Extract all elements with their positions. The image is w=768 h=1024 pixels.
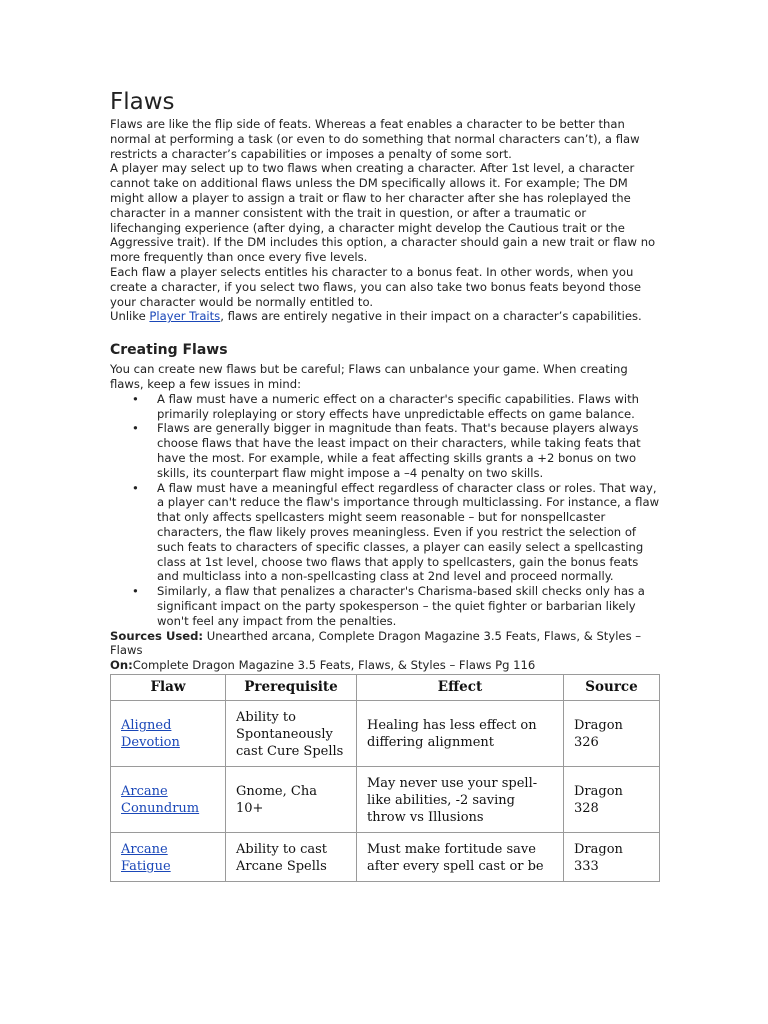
list-item-text: Similarly, a flaw that penalizes a character's Charisma-based skill checks only has a significant impact on the party spokesperson – the quiet fighter or barbarian likely won't feel any impact from the penalties. [157, 584, 645, 628]
list-item-text: A flaw must have a numeric effect on a character's specific capabilities. Flaws with primarily roleplaying or story effects have unpredictable effects on game balance. [157, 391, 639, 421]
list-item [132, 391, 660, 422]
table-row [111, 700, 660, 766]
flaw-link[interactable]: Arcane Fatigue [121, 841, 171, 874]
intro-paragraph-3: Each flaw a player selects entitles his character to a bonus feat. In other words, when you create a character, if you select two flaws, you can also take two bonus feats beyond those your character would be normally entitled to. [110, 264, 642, 309]
column-header-effect: Effect [357, 674, 564, 700]
list-item-text: Flaws are generally bigger in magnitude than feats. That's because players always choose flaws that have the least impact on their characters, while taking feats that have the most. For example, while a feat affecting skills grants a +2 bonus on two skills, its counterpart flaw might impose a –4 penalty on two skills. [157, 421, 641, 480]
intro-section [110, 117, 660, 324]
flaw-cell [111, 700, 226, 766]
flaw-link[interactable]: Arcane Conundrum [121, 784, 200, 817]
prerequisite-cell: Ability to Spontaneously cast Cure Spells [226, 700, 357, 766]
intro-p4-before: Unlike [110, 309, 150, 324]
on-label: On: [110, 658, 133, 673]
player-traits-link[interactable]: Player Traits [149, 309, 221, 324]
bullet-icon: • [132, 480, 139, 495]
flaw-cell [111, 766, 226, 832]
list-item [132, 421, 660, 480]
on-text: Complete Dragon Magazine 3.5 Feats, Flaws, & Styles – Flaws Pg 116 [132, 658, 536, 673]
source-cell: Dragon 326 [564, 700, 660, 766]
bullet-icon: • [132, 391, 139, 406]
document-page [110, 88, 660, 882]
sources-text: Unearthed arcana, Complete Dragon Magazine 3.5 Feats, Flaws, & Styles – Flaws [110, 628, 642, 658]
table-header-row [111, 674, 660, 700]
source-cell: Dragon 333 [564, 832, 660, 881]
effect-cell: Must make fortitude save after every spell cast or be [357, 832, 564, 881]
creating-flaws-section [110, 362, 660, 673]
table-row [111, 832, 660, 881]
flaw-link[interactable]: Aligned Devotion [121, 718, 180, 751]
sources-label: Sources Used: [110, 628, 204, 643]
flaw-cell [111, 832, 226, 881]
intro-paragraph-2: A player may select up to two flaws when creating a character. After 1st level, a character cannot take on additional flaws unless the DM specifically allows it. For example; The DM might allow a player to assign a trait or flaw to her character after she has roleplayed the character in a manner consistent with the trait in question, or after a traumatic or lifechanging experience (after dying, a character might develop the Cautious trait or the Aggressive trait). If the DM includes this option, a character should gain a new trait or flaw no more frequently than once every five levels. [110, 161, 656, 265]
prerequisite-cell: Ability to cast Arcane Spells [226, 832, 357, 881]
source-cell: Dragon 328 [564, 766, 660, 832]
intro-paragraph-4 [110, 309, 660, 324]
intro-paragraph-1: Flaws are like the flip side of feats. Whereas a feat enables a character to be better than normal at performing a task (or even to do something that normal characters can’t), a flaw restricts a character’s capabilities or imposes a penalty of some sort. [110, 117, 640, 161]
list-item-text: A flaw must have a meaningful effect regardless of character class or roles. That way, a player can't reduce the flaw's importance through multiclassing. For instance, a flaw that only affects spellcasters might seem reasonable – but for nonspellcaster characters, the flaw likely proves meaningless. Even if you restrict the selection of such feats to characters of specific classes, a player can easily select a spellcasting class at 1st level, choose two flaws that apply to spellcasters, gain the bonus feats and multiclass into a non-spellcasting class at 2nd level and proceed normally. [157, 480, 660, 584]
sources-used [110, 629, 660, 659]
effect-cell: May never use your spell-like abilities, -2 saving throw vs Illusions [357, 766, 564, 832]
flaws-table [110, 674, 660, 882]
prerequisite-cell: Gnome, Cha 10+ [226, 766, 357, 832]
list-item [132, 584, 660, 628]
bullet-icon: • [132, 584, 139, 599]
creating-flaws-intro: You can create new flaws but be careful; Flaws can unbalance your game. When creating flaws, keep a few issues in mind: [110, 362, 628, 391]
column-header-source: Source [564, 674, 660, 700]
guidelines-list [110, 392, 660, 629]
column-header-flaw: Flaw [111, 674, 226, 700]
page-title: Flaws [110, 89, 175, 115]
sources-on [110, 658, 660, 673]
column-header-prerequisite: Prerequisite [226, 674, 357, 700]
table-row [111, 766, 660, 832]
creating-flaws-heading: Creating Flaws [110, 342, 228, 359]
bullet-icon: • [132, 421, 139, 436]
effect-cell: Healing has less effect on differing alignment [357, 700, 564, 766]
intro-p4-after: , flaws are entirely negative in their impact on a character’s capabilities. [220, 309, 642, 324]
list-item [132, 480, 660, 585]
